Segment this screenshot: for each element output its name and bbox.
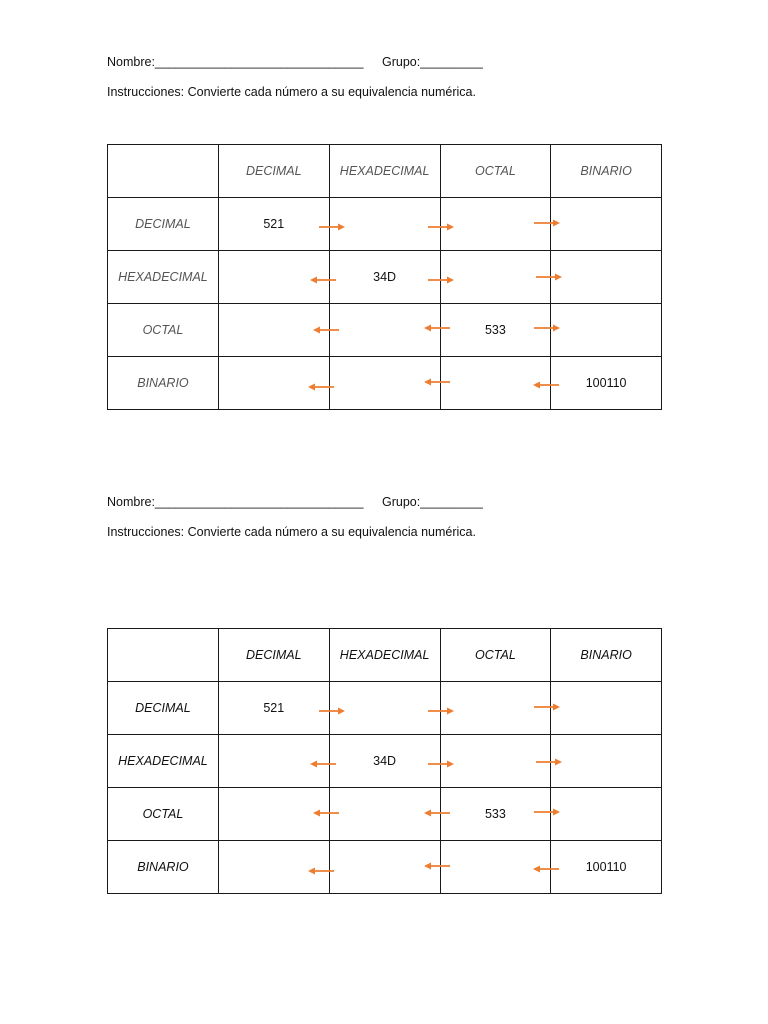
row-header: BINARIO (108, 357, 219, 410)
arrow-left-icon (423, 323, 451, 333)
table-row (108, 198, 662, 251)
arrow-left-icon (309, 275, 337, 285)
arrow-left-icon (312, 325, 340, 335)
arrow-left-icon (307, 382, 335, 392)
arrow-right-icon (318, 222, 346, 232)
arrow-right-icon (427, 706, 455, 716)
arrow-right-icon (535, 757, 563, 767)
row-header: OCTAL (108, 788, 219, 841)
row-header: HEXADECIMAL (108, 735, 219, 788)
answer-cell[interactable] (551, 682, 662, 735)
arrow-right-icon (427, 275, 455, 285)
instructions-text: Instrucciones: Convierte cada número a su equivalencia numérica. (107, 85, 476, 99)
name-field-label: Nombre:______________________________ (107, 55, 364, 69)
arrow-right-icon (533, 807, 561, 817)
group-field-label: Grupo:_________ (382, 55, 483, 69)
arrow-left-icon (309, 759, 337, 769)
table-row (108, 788, 662, 841)
arrow-right-icon (533, 323, 561, 333)
table-row (108, 357, 662, 410)
table-row (108, 304, 662, 357)
column-header: OCTAL (440, 629, 551, 682)
given-value-cell: 521 (218, 198, 329, 251)
row-header: HEXADECIMAL (108, 251, 219, 304)
row-header: DECIMAL (108, 682, 219, 735)
given-value-cell: 100110 (551, 841, 662, 894)
row-header: DECIMAL (108, 198, 219, 251)
row-header: BINARIO (108, 841, 219, 894)
column-header: OCTAL (440, 145, 551, 198)
group-field-label: Grupo:_________ (382, 495, 483, 509)
table-row (108, 251, 662, 304)
given-value-cell: 34D (329, 735, 440, 788)
arrow-left-icon (423, 808, 451, 818)
instructions-text: Instrucciones: Convierte cada número a su equivalencia numérica. (107, 525, 476, 539)
given-value-cell: 533 (440, 788, 551, 841)
table-corner-cell (108, 145, 219, 198)
given-value-cell: 521 (218, 682, 329, 735)
column-header: BINARIO (551, 145, 662, 198)
given-value-cell: 100110 (551, 357, 662, 410)
column-header: BINARIO (551, 629, 662, 682)
arrow-left-icon (312, 808, 340, 818)
answer-cell[interactable] (551, 735, 662, 788)
conversion-table (107, 144, 662, 410)
name-field-label: Nombre:______________________________ (107, 495, 364, 509)
table-row (108, 735, 662, 788)
arrow-left-icon (423, 377, 451, 387)
column-header: DECIMAL (218, 145, 329, 198)
arrow-right-icon (427, 759, 455, 769)
answer-cell[interactable] (551, 788, 662, 841)
answer-cell[interactable] (551, 304, 662, 357)
row-header: OCTAL (108, 304, 219, 357)
table-row (108, 682, 662, 735)
table-corner-cell (108, 629, 219, 682)
given-value-cell: 34D (329, 251, 440, 304)
table-header-row (108, 629, 662, 682)
arrow-right-icon (318, 706, 346, 716)
column-header: HEXADECIMAL (329, 629, 440, 682)
column-header: DECIMAL (218, 629, 329, 682)
arrow-right-icon (533, 218, 561, 228)
arrow-left-icon (307, 866, 335, 876)
answer-cell[interactable] (551, 251, 662, 304)
arrow-left-icon (532, 380, 560, 390)
arrow-right-icon (427, 222, 455, 232)
arrow-left-icon (423, 861, 451, 871)
arrow-left-icon (532, 864, 560, 874)
given-value-cell: 533 (440, 304, 551, 357)
arrow-right-icon (533, 702, 561, 712)
column-header: HEXADECIMAL (329, 145, 440, 198)
arrow-right-icon (535, 272, 563, 282)
table-header-row (108, 145, 662, 198)
table-row (108, 841, 662, 894)
answer-cell[interactable] (551, 198, 662, 251)
conversion-table (107, 628, 662, 894)
